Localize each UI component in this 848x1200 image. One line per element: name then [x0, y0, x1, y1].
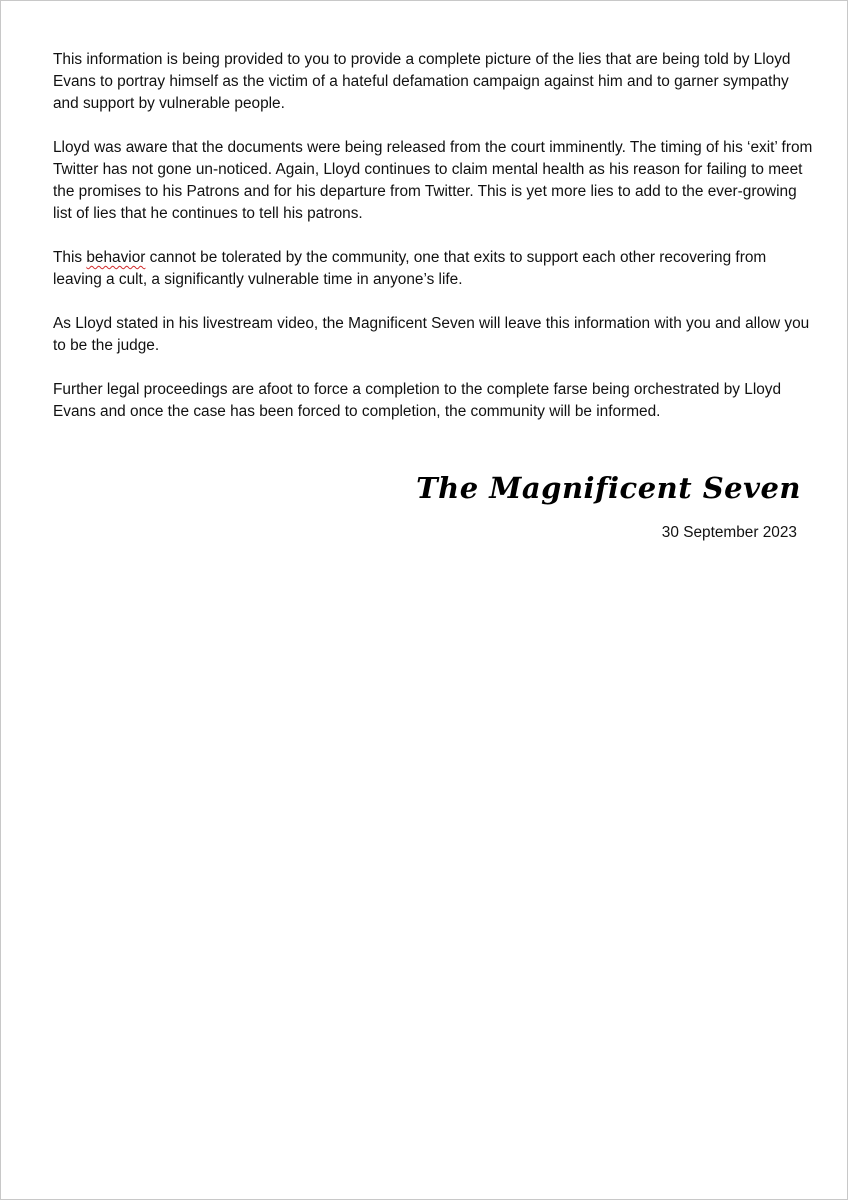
- paragraph-3-after: cannot be tolerated by the community, one that exits to support each other recovering from leaving a cult, a significantly vulnerable time in anyone’s life.: [53, 249, 767, 288]
- paragraph-4: As Lloyd stated in his livestream video, the Magnificent Seven will leave this information with you and allow you to be the judge.: [53, 315, 810, 354]
- paragraph-3-before: This: [53, 249, 87, 266]
- paragraph-5: Further legal proceedings are afoot to force a completion to the complete farse being orchestrated by Lloyd Evans and once the case has been forced to completion, the community will be informed.: [53, 381, 782, 420]
- document-body: [53, 49, 813, 445]
- document-date: 30 September 2023: [661, 524, 797, 541]
- signature: The Magnificent Seven: [416, 471, 801, 505]
- paragraph-2: Lloyd was aware that the documents were being released from the court imminently. The timing of his ‘exit’ from Twitter has not gone un-noticed. Again, Lloyd continues to claim mental health as his reason for failing to meet the promises to his Patrons and for his departure from Twitter. This is yet more lies to add to the ever-growing list of lies that he continues to tell his patrons.: [53, 139, 813, 222]
- spellcheck-flagged-word[interactable]: behavior: [86, 249, 146, 266]
- paragraph-3: [53, 247, 813, 291]
- paragraph-1: This information is being provided to you to provide a complete picture of the lies that are being told by Lloyd Evans to portray himself as the victim of a hateful defamation campaign against him and to garner sympathy and support by vulnerable people.: [53, 51, 791, 112]
